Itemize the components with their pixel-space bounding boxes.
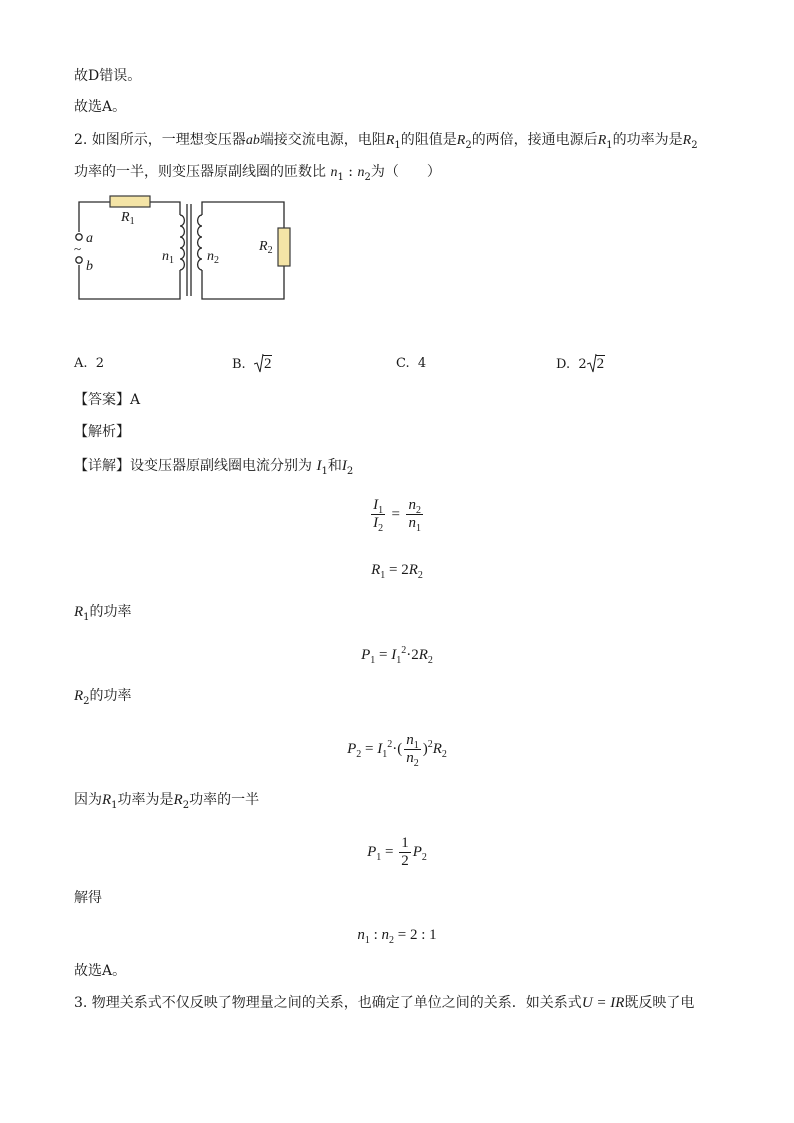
label-a: a <box>86 231 93 246</box>
terminal-a <box>76 234 82 240</box>
formula-result: $n_1$ : $n_2 = 2$ : 1 <box>357 927 437 946</box>
option-c: C. 4 <box>396 356 427 371</box>
option-d: D. 2 2 <box>556 356 605 372</box>
text-line: 故选A。 <box>74 99 127 115</box>
label-n1: $n_1$ <box>162 249 174 266</box>
option-b: B. 2 <box>232 356 272 372</box>
formula-resistance: $R_1 = 2R_2$ <box>371 562 423 581</box>
text-line: 故D错误。 <box>74 68 142 84</box>
sqrt-symbol: 2 <box>587 354 606 374</box>
analysis-label: 【解析】 <box>74 424 130 440</box>
conclusion-line: 故选A。 <box>74 963 127 979</box>
secondary-wire <box>202 202 284 228</box>
label-b: b <box>86 259 93 274</box>
option-a: A. 2 <box>74 356 105 371</box>
question-2-line-1: 2. 如图所示，一理想变压器ab端接交流电源，电阻$R_1$的阻值是$R_2$的两倍，接通电源后$R_1$的功率为是$R_2$ <box>74 132 698 151</box>
answer-line: 【答案】A <box>74 392 141 408</box>
label-r2: $R_2$ <box>259 239 273 256</box>
label-ac-source: ~ <box>74 241 82 256</box>
secondary-coil <box>198 215 202 270</box>
label-n2: $n_2$ <box>207 249 219 266</box>
formula-power-relation: $P_1$ = $\frac{1}{2}$ $P_2$ <box>367 835 427 869</box>
question-2-line-2: 功率的一半，则变压器原副线圈的匝数比 $n_1$ : $n_2$为（ ） <box>74 164 441 183</box>
formula-p2: $P_2 = I_1^2\cdot$( $\frac{n_1}{n_2}$ )$^2R_2$ <box>347 732 447 769</box>
primary-wire <box>79 202 110 232</box>
primary-coil <box>180 215 184 270</box>
formula-current-ratio: $\frac{I_1}{I_2}$ = $\frac{n_2}{n_1}$ <box>373 497 421 534</box>
detail-line: 【详解】设变压器原副线圈电流分别为 $I_1$和$I_2$ <box>74 458 354 477</box>
terminal-b <box>76 257 82 263</box>
because-line: 因为$R_1$功率为是$R_2$功率的一半 <box>74 792 260 811</box>
r2-power-label: $R_2$的功率 <box>74 688 132 707</box>
sqrt-symbol: 2 <box>254 354 273 374</box>
label-r1: $R_1$ <box>121 210 135 227</box>
resistor-r2 <box>278 228 290 266</box>
solve-label: 解得 <box>74 890 102 906</box>
resistor-r1 <box>110 196 150 207</box>
formula-p1: $P_1 = I_1^2\cdot 2R_2$ <box>361 645 433 666</box>
r1-power-label: $R_1$的功率 <box>74 604 132 623</box>
transformer-circuit-diagram <box>70 190 300 305</box>
question-3-line: 3. 物理关系式不仅反映了物理量之间的关系，也确定了单位之间的关系．如关系式U = IR既反映了电 <box>74 995 695 1011</box>
